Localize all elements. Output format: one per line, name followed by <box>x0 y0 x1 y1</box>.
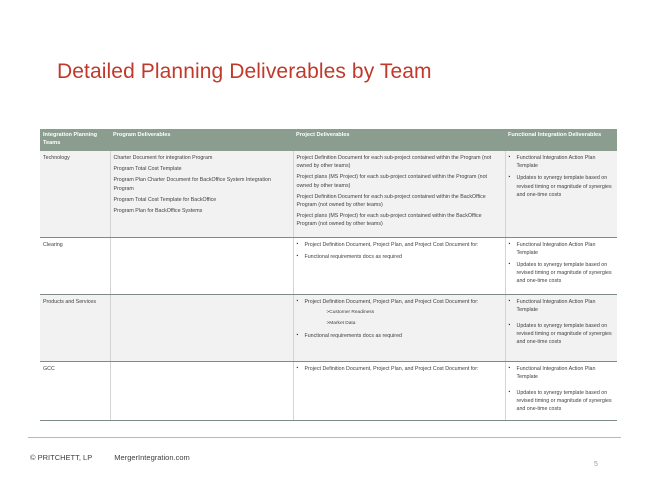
project-item: ▪ Project Definition Document, Project Plan, and Project Cost Document for: <box>297 241 502 249</box>
project-item-text: Project Definition Document, Project Plan, and Project Cost Document for: <box>304 298 479 305</box>
functional-item: ▪ Functional Integration Action Plan Template <box>509 241 615 257</box>
header-teams: Integration Planning Teams <box>40 129 110 151</box>
program-cell <box>110 237 293 294</box>
table-header-row <box>40 129 617 151</box>
functional-cell <box>505 151 617 237</box>
footer <box>30 453 210 462</box>
team-cell: Products and Services <box>40 294 110 361</box>
slide-title: Detailed Planning Deliverables by Team <box>57 60 432 83</box>
footer-divider <box>28 437 621 438</box>
project-item: Project Definition Document for each sub-project contained within the BackOffice Program (not owned by other teams) <box>296 193 486 209</box>
functional-item: ▪ Functional Integration Action Plan Template <box>509 298 615 314</box>
project-cell <box>293 151 505 237</box>
project-item: Project Definition Document for each sub-project contained within the Program (not owned by other teams) <box>296 155 492 170</box>
program-item: Program Plan for BackOffice Systems <box>113 208 203 215</box>
page-number: 5 <box>594 461 598 468</box>
header-project-deliverables: Project Deliverables <box>293 129 505 151</box>
functional-item: ▪ Updates to synergy template based on revised timing or magnitude of synergies and one-time costs <box>509 389 615 414</box>
project-item <box>297 298 502 328</box>
project-item: ▪ Functional requirements docs as required <box>297 332 502 340</box>
project-item: ▪ Project Definition Document, Project Plan, and Project Cost Document for: <box>297 365 502 373</box>
project-item: ▪ Functional requirements docs as required <box>297 253 502 261</box>
program-cell <box>110 151 293 237</box>
header-program-deliverables: Program Deliverables <box>110 129 293 151</box>
team-cell: Clearing <box>40 237 110 294</box>
functional-item: ▪ Updates to synergy template based on revised timing or magnitude of synergies and one-time costs <box>509 261 615 286</box>
table-row-clearing <box>40 237 617 294</box>
functional-item: ▪ Updates to synergy template based on revised timing or magnitude of synergies and one-time costs <box>509 322 615 347</box>
footer-website-link[interactable]: MergerIntegration.com <box>114 453 190 462</box>
footer-copyright: © PRITCHETT, LP <box>30 453 93 462</box>
team-cell: Technology <box>40 151 110 237</box>
program-item: Program Plan Charter Document for BackOffice System Integration Program <box>113 177 271 192</box>
program-cell <box>110 294 293 361</box>
project-item: Project plans (MS Project) for each sub-project contained within the BackOffice Program (not owned by other teams) <box>296 213 482 228</box>
header-functional-deliverables: Functional Integration Deliverables <box>505 129 617 151</box>
table-row-products-and-services <box>40 294 617 361</box>
functional-cell <box>505 361 617 420</box>
program-item: Program Total Cost Template for BackOffice <box>113 196 217 203</box>
deliverables-table <box>40 129 617 421</box>
program-item: Program Total Cost Template <box>113 166 182 173</box>
program-cell <box>110 361 293 420</box>
project-sub-item: >Market Data <box>326 321 356 327</box>
project-cell <box>293 361 505 420</box>
functional-cell <box>505 237 617 294</box>
project-cell <box>293 294 505 361</box>
project-sub-item: >Customer Readiness <box>326 309 375 315</box>
table-row-gcc <box>40 361 617 420</box>
project-cell <box>293 237 505 294</box>
project-item: Project plans (MS Project) for each sub-project contained within the Program (not owned by other teams) <box>296 174 487 189</box>
program-item: Charter Document for integration Program <box>113 155 213 161</box>
functional-item: ▪ Functional Integration Action Plan Template <box>509 154 615 170</box>
functional-item: ▪ Updates to synergy template based on revised timing or magnitude of synergies and one-time costs <box>509 174 615 199</box>
table-row-technology <box>40 151 617 237</box>
team-cell: GCC <box>40 361 110 420</box>
functional-cell <box>505 294 617 361</box>
functional-item: ▪ Functional Integration Action Plan Template <box>509 365 615 381</box>
